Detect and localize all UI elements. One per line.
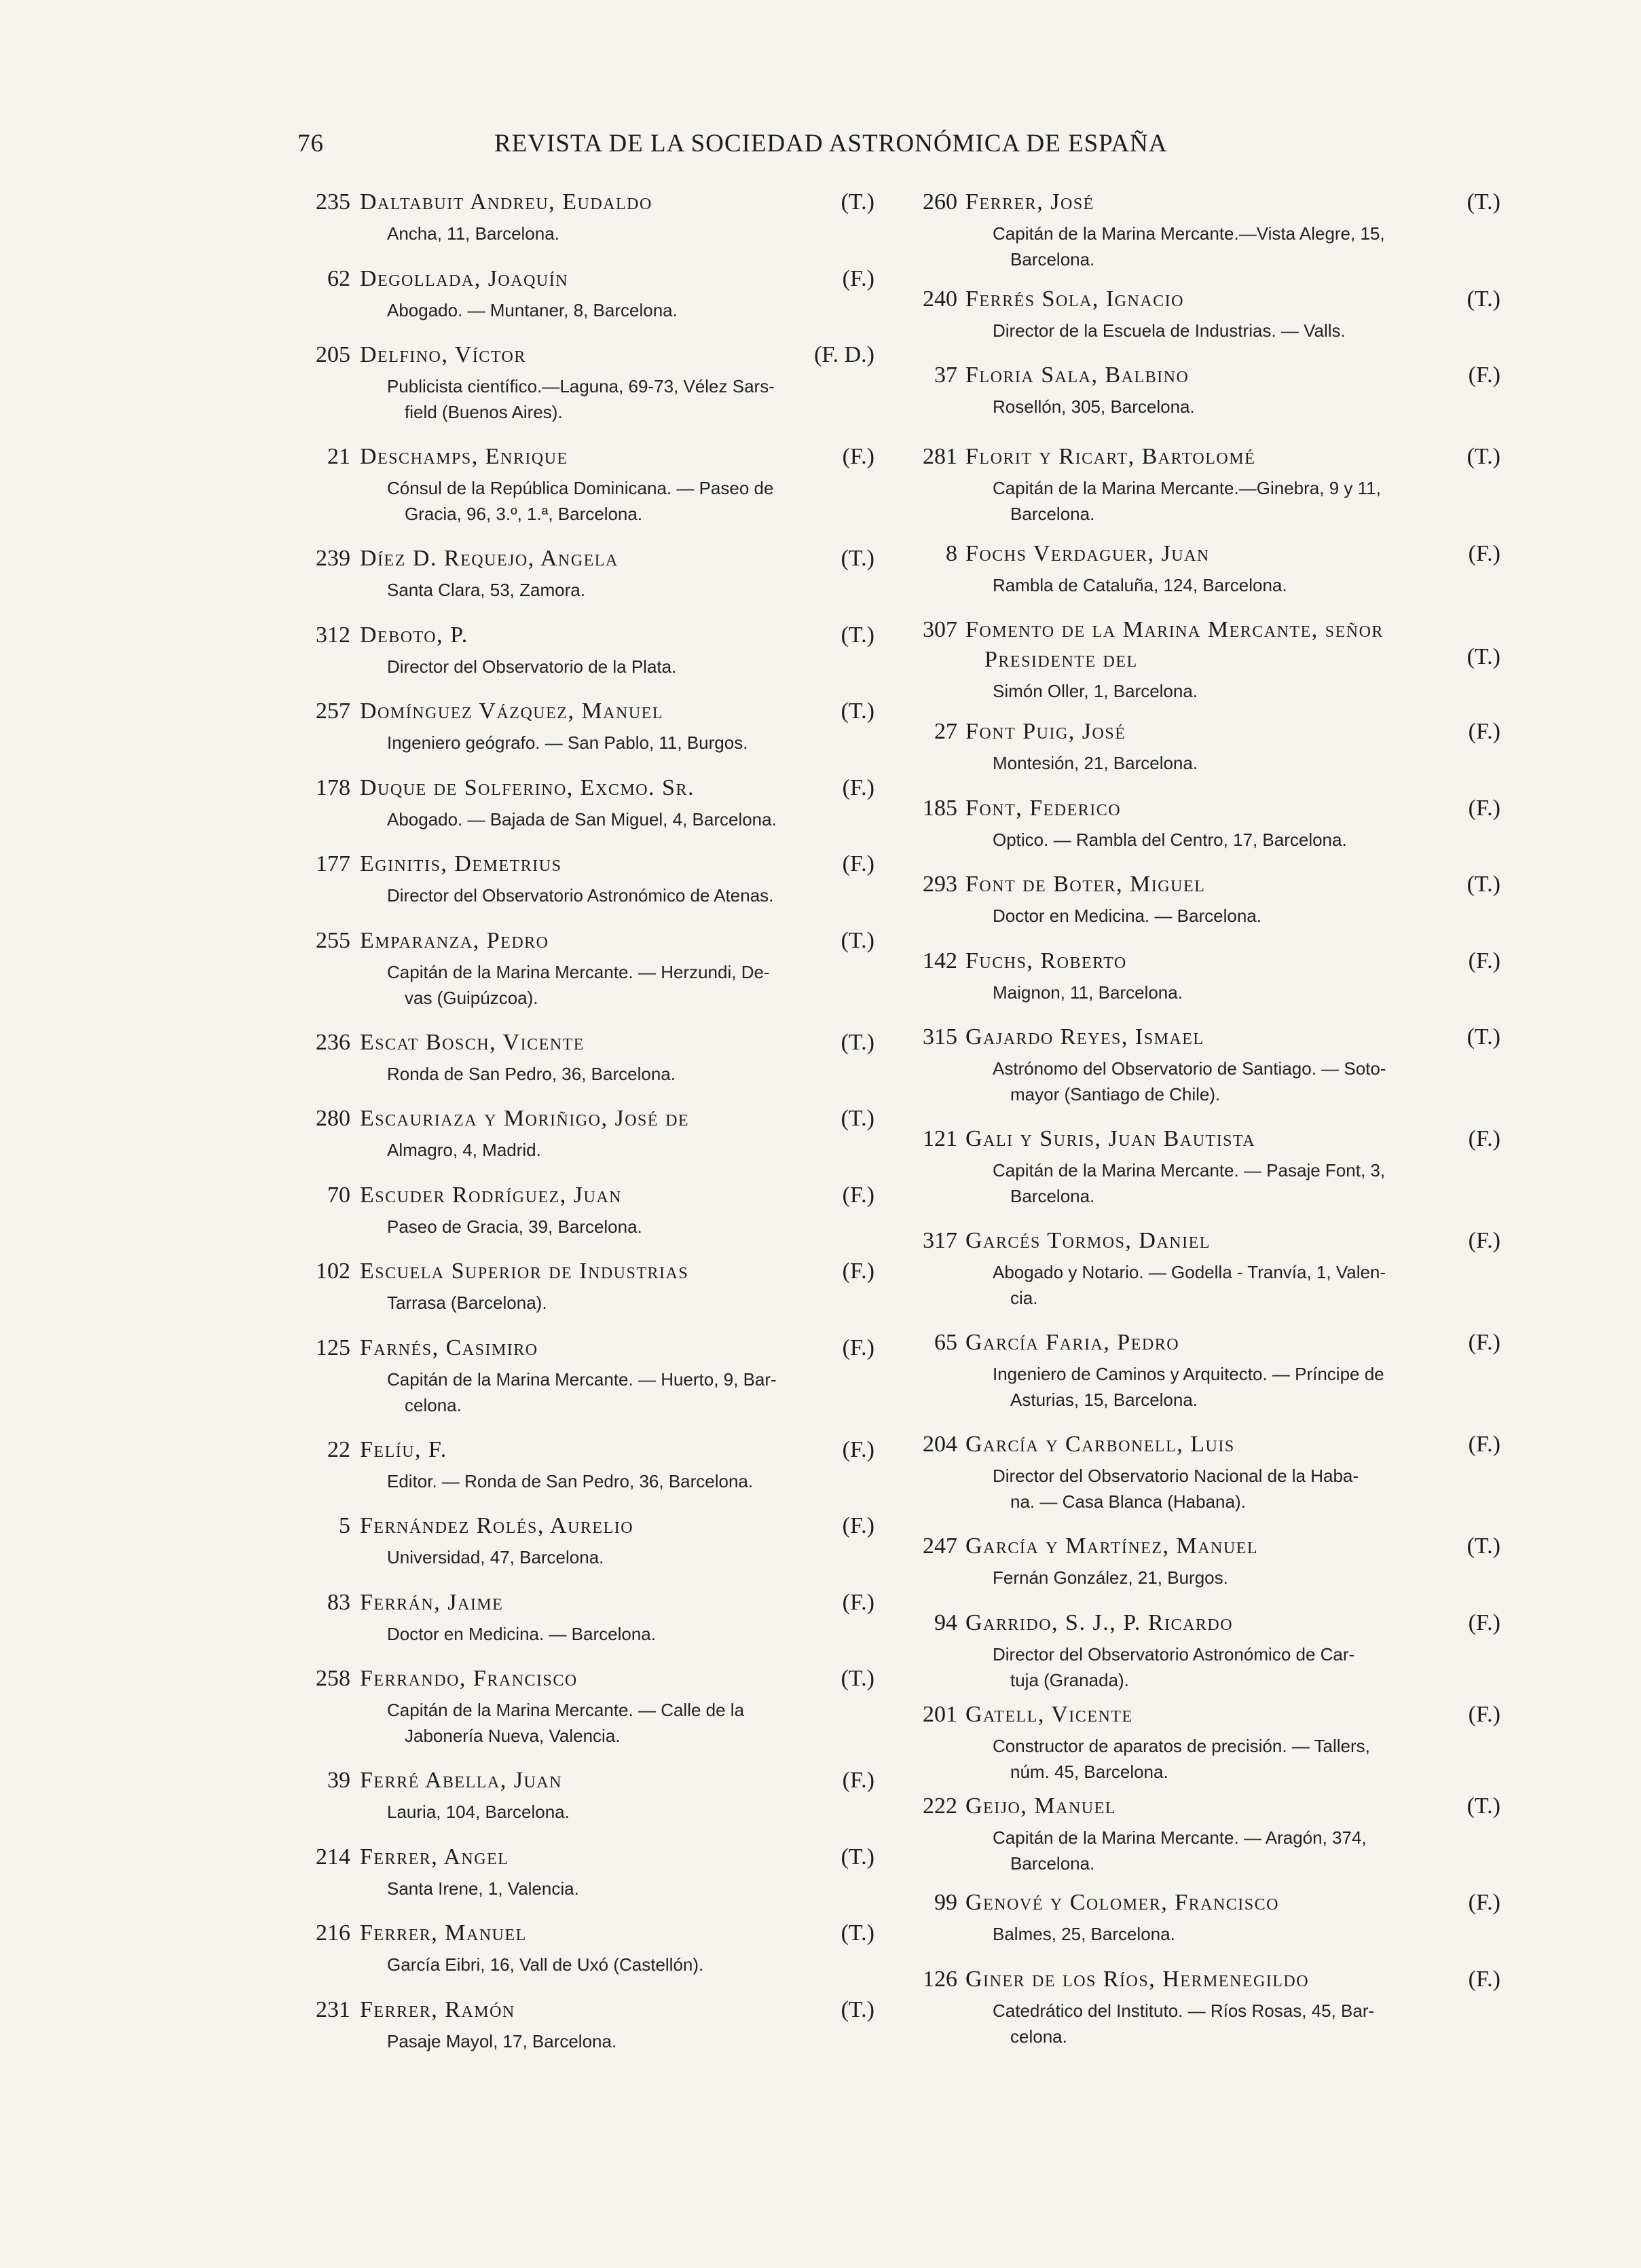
member-category: (F.) <box>1468 1610 1500 1635</box>
running-title: REVISTA DE LA SOCIEDAD ASTRONÓMICA DE ESPAÑA <box>494 130 1168 157</box>
member-detail <box>993 1921 1500 1947</box>
member-name: Floria Sala, Balbino <box>965 362 1190 388</box>
member-name: Florit y Ricart, Bartolomé <box>965 444 1256 469</box>
member-number: 236 <box>316 1030 350 1055</box>
member-category: (T.) <box>841 928 874 953</box>
member-detail-line: Almagro, 4, Madrid. <box>387 1140 541 1160</box>
member-name: Garcés Tormos, Daniel <box>965 1228 1211 1253</box>
member-name: Eginitis, Demetrius <box>360 851 562 876</box>
member-detail <box>993 1259 1500 1311</box>
member-category: (F.) <box>1468 1702 1500 1727</box>
member-name: Duque de Solferino, Excmo. Sr. <box>360 775 695 800</box>
member-category: (T.) <box>1467 1793 1500 1819</box>
member-number: 293 <box>923 872 957 897</box>
member-detail-line: Tarrasa (Barcelona). <box>387 1293 547 1313</box>
member-detail <box>387 959 874 1011</box>
member-name: Ferrer, José <box>965 189 1094 215</box>
member-detail <box>993 394 1500 420</box>
member-detail <box>387 1697 874 1749</box>
member-detail <box>993 1998 1500 2049</box>
member-detail-line: Ingeniero de Caminos y Arquitecto. — Príncipe de <box>993 1364 1384 1384</box>
member-category: (T.) <box>1467 189 1500 215</box>
member-category: (F.) <box>1468 719 1500 744</box>
member-name: Deschamps, Enrique <box>360 444 568 469</box>
member-name: Escuela Superior de Industrias <box>360 1259 689 1284</box>
member-category: (T.) <box>1467 644 1500 669</box>
member-detail <box>387 373 874 425</box>
member-detail-line: Santa Irene, 1, Valencia. <box>387 1878 579 1899</box>
member-number: 126 <box>923 1967 957 1992</box>
member-detail-line-continued: tuja (Granada). <box>1010 1670 1129 1690</box>
member-detail-line: Capitán de la Marina Mercante. — Pasaje Font, 3, <box>993 1160 1386 1181</box>
member-detail-line: Capitán de la Marina Mercante. — Aragón, 374, <box>993 1827 1367 1848</box>
member-name: Ferrer, Ramón <box>360 1997 515 2022</box>
member-detail <box>993 1056 1500 1107</box>
member-detail-line: Director del Observatorio Astronómico de Atenas. <box>387 885 774 906</box>
member-number: 255 <box>316 928 350 953</box>
member-detail-line-continued: Jabonería Nueva, Valencia. <box>405 1726 621 1746</box>
member-detail-line: Abogado y Notario. — Godella - Tranvía, 1, Valen- <box>993 1262 1386 1282</box>
member-detail-line: Abogado. — Bajada de San Miguel, 4, Barcelona. <box>387 809 777 830</box>
member-detail-line-continued: Barcelona. <box>1010 1186 1095 1206</box>
member-name: Domínguez Vázquez, Manuel <box>360 699 663 724</box>
member-name: Geijo, Manuel <box>965 1793 1116 1819</box>
member-name: Emparanza, Pedro <box>360 928 549 953</box>
member-number: 222 <box>923 1793 957 1819</box>
member-detail-line: Santa Clara, 53, Zamora. <box>387 580 585 600</box>
member-detail <box>993 1565 1500 1591</box>
member-detail <box>993 678 1500 704</box>
member-number: 240 <box>923 286 957 312</box>
member-number: 22 <box>327 1437 350 1462</box>
member-detail-line: Director de la Escuela de Industrias. — Valls. <box>993 320 1346 341</box>
member-detail-line: Capitán de la Marina Mercante.—Vista Alegre, 15, <box>993 223 1385 244</box>
member-detail-line-continued: na. — Casa Blanca (Habana). <box>1010 1491 1246 1512</box>
member-category: (F.) <box>1468 796 1500 821</box>
member-detail-line-continued: vas (Guipúzcoa). <box>405 988 538 1008</box>
member-name: Font de Boter, Miguel <box>965 872 1206 897</box>
member-number: 83 <box>327 1590 350 1615</box>
member-name: Garrido, S. J., P. Ricardo <box>965 1610 1234 1635</box>
member-detail-line: Simón Oller, 1, Barcelona. <box>993 681 1198 701</box>
member-category: (F.) <box>1468 1967 1500 1992</box>
member-name: Ferrer, Manuel <box>360 1920 527 1946</box>
member-detail-line-continued: cia. <box>1010 1288 1038 1308</box>
member-detail-line: Doctor en Medicina. — Barcelona. <box>993 906 1261 926</box>
page-number: 76 <box>297 130 324 157</box>
page-header <box>297 129 1289 170</box>
member-detail <box>993 903 1500 929</box>
member-category: (F.) <box>1468 1432 1500 1457</box>
member-detail <box>387 1876 874 1901</box>
member-number: 204 <box>923 1432 957 1457</box>
member-detail-line: Constructor de aparatos de precisión. — Tallers, <box>993 1736 1370 1756</box>
member-number: 178 <box>316 775 350 800</box>
member-name: Ferrán, Jaime <box>360 1590 504 1615</box>
member-number: 65 <box>934 1330 957 1355</box>
member-name: Giner de los Ríos, Hermenegildo <box>965 1967 1310 1992</box>
member-detail <box>993 475 1500 527</box>
member-category: (F.) <box>842 1335 874 1360</box>
member-number: 21 <box>327 444 350 469</box>
member-number: 37 <box>934 362 957 388</box>
member-category: (F.) <box>842 266 874 291</box>
member-detail <box>387 1621 874 1647</box>
member-number: 205 <box>316 342 350 367</box>
member-number: 312 <box>316 622 350 648</box>
member-number: 315 <box>923 1024 957 1049</box>
member-detail <box>387 1544 874 1570</box>
member-name-continued: Presidente del <box>984 647 1138 672</box>
member-detail-line: Maignon, 11, Barcelona. <box>993 982 1183 1003</box>
member-category: (T.) <box>841 1030 874 1055</box>
member-detail <box>387 297 874 323</box>
member-name: Díez D. Requejo, Angela <box>360 546 619 571</box>
member-name: Escat Bosch, Vicente <box>360 1030 585 1055</box>
member-number: 201 <box>923 1702 957 1727</box>
member-name: Fernández Rolés, Aurelio <box>360 1513 634 1538</box>
member-detail <box>387 221 874 246</box>
member-number: 27 <box>934 719 957 744</box>
member-name: Escauriaza y Moriñigo, José de <box>360 1106 690 1131</box>
member-detail <box>387 654 874 680</box>
member-name: Gatell, Vicente <box>965 1702 1133 1727</box>
member-name: Degollada, Joaquín <box>360 266 569 291</box>
member-detail <box>387 2028 874 2054</box>
member-detail-line-continued: Barcelona. <box>1010 249 1095 269</box>
member-detail <box>387 1214 874 1240</box>
member-detail <box>387 1367 874 1418</box>
member-detail <box>993 572 1500 598</box>
member-detail-line: Ancha, 11, Barcelona. <box>387 223 559 244</box>
member-category: (T.) <box>1467 286 1500 312</box>
member-detail <box>993 221 1500 272</box>
member-category: (F.) <box>1468 1330 1500 1355</box>
member-category: (F.) <box>842 1590 874 1615</box>
member-category: (F.) <box>1468 541 1500 566</box>
member-number: 231 <box>316 1997 350 2022</box>
member-number: 216 <box>316 1920 350 1946</box>
member-detail <box>387 1468 874 1494</box>
member-category: (T.) <box>1467 444 1500 469</box>
member-name: Felíu, F. <box>360 1437 447 1462</box>
member-number: 8 <box>946 541 957 566</box>
member-name: García y Carbonell, Luis <box>965 1432 1235 1457</box>
member-name: Deboto, P. <box>360 622 468 648</box>
member-category: (T.) <box>1467 1533 1500 1559</box>
member-category: (F.) <box>842 851 874 876</box>
member-number: 260 <box>923 189 957 215</box>
member-detail-line-continued: mayor (Santiago de Chile). <box>1010 1084 1221 1104</box>
member-number: 39 <box>327 1768 350 1793</box>
member-detail-line: Director del Observatorio Nacional de la Haba- <box>993 1466 1359 1486</box>
member-category: (F.) <box>1468 1228 1500 1253</box>
member-category: (T.) <box>841 622 874 648</box>
member-detail-line: Director del Observatorio Astronómico de Car- <box>993 1644 1355 1665</box>
member-name: Ferrer, Angel <box>360 1844 509 1870</box>
member-number: 257 <box>316 699 350 724</box>
member-detail-line: Capitán de la Marina Mercante. — Huerto, 9, Bar- <box>387 1369 777 1390</box>
member-detail-line: Optico. — Rambla del Centro, 17, Barcelona. <box>993 830 1347 850</box>
member-number: 185 <box>923 796 957 821</box>
member-detail-line-continued: field (Buenos Aires). <box>405 402 563 422</box>
member-name: Gali y Suris, Juan Bautista <box>965 1126 1256 1151</box>
member-number: 239 <box>316 546 350 571</box>
member-detail-line: Publicista científico.—Laguna, 69-73, Vélez Sars- <box>387 376 775 396</box>
member-detail-line: García Eibri, 16, Vall de Uxó (Castellón). <box>387 1954 704 1975</box>
member-detail-line: Astrónomo del Observatorio de Santiago. — Soto- <box>993 1058 1386 1079</box>
member-name: García y Martínez, Manuel <box>965 1533 1259 1559</box>
member-detail-line: Balmes, 25, Barcelona. <box>993 1924 1175 1944</box>
member-detail <box>387 1952 874 1977</box>
member-category: (F.) <box>842 1768 874 1793</box>
member-detail <box>387 1061 874 1087</box>
member-category: (T.) <box>841 699 874 724</box>
member-number: 62 <box>327 266 350 291</box>
member-detail-line: Abogado. — Muntaner, 8, Barcelona. <box>387 300 678 320</box>
member-category: (T.) <box>841 546 874 571</box>
member-category: (T.) <box>841 189 874 215</box>
member-detail <box>387 1290 874 1316</box>
member-category: (T.) <box>1467 872 1500 897</box>
member-category: (T.) <box>841 1106 874 1131</box>
member-name: Daltabuit Andreu, Eudaldo <box>360 189 652 215</box>
member-detail-line-continued: núm. 45, Barcelona. <box>1010 1762 1168 1782</box>
member-number: 99 <box>934 1890 957 1915</box>
member-detail <box>993 1157 1500 1209</box>
member-category: (F. D.) <box>814 342 874 367</box>
member-detail-line: Catedrático del Instituto. — Ríos Rosas, 45, Bar- <box>993 2001 1375 2021</box>
member-detail <box>387 577 874 603</box>
member-detail-line: Ingeniero geógrafo. — San Pablo, 11, Burgos. <box>387 732 748 753</box>
member-name: Genové y Colomer, Francisco <box>965 1890 1279 1915</box>
member-number: 94 <box>934 1610 957 1635</box>
member-number: 281 <box>923 444 957 469</box>
member-detail <box>387 1799 874 1825</box>
member-category: (T.) <box>841 1844 874 1870</box>
member-number: 102 <box>316 1259 350 1284</box>
member-number: 258 <box>316 1666 350 1691</box>
member-detail <box>993 750 1500 776</box>
member-category: (F.) <box>1468 362 1500 388</box>
member-detail-line: Editor. — Ronda de San Pedro, 36, Barcelona. <box>387 1471 754 1491</box>
member-name: Fuchs, Roberto <box>965 948 1127 973</box>
member-detail <box>387 1137 874 1163</box>
member-category: (F.) <box>1468 1126 1500 1151</box>
member-number: 177 <box>316 851 350 876</box>
member-detail-line-continued: celona. <box>1010 2026 1067 2047</box>
member-detail <box>993 980 1500 1005</box>
member-detail-line: Ronda de San Pedro, 36, Barcelona. <box>387 1064 676 1084</box>
member-detail <box>993 1825 1500 1876</box>
member-name: Font Puig, José <box>965 719 1126 744</box>
member-category: (T.) <box>841 1920 874 1946</box>
member-number: 121 <box>923 1126 957 1151</box>
member-name: Gajardo Reyes, Ismael <box>965 1024 1204 1049</box>
member-category: (T.) <box>841 1666 874 1691</box>
member-detail <box>993 1361 1500 1413</box>
member-detail-line: Paseo de Gracia, 39, Barcelona. <box>387 1216 642 1237</box>
member-name: Ferré Abella, Juan <box>360 1768 562 1793</box>
member-detail-line: Pasaje Mayol, 17, Barcelona. <box>387 2031 617 2051</box>
member-number: 142 <box>923 948 957 973</box>
member-category: (F.) <box>842 1183 874 1208</box>
member-detail-line-continued: Asturias, 15, Barcelona. <box>1010 1390 1198 1410</box>
member-name: Escuder Rodríguez, Juan <box>360 1183 623 1208</box>
member-detail-line: Rosellón, 305, Barcelona. <box>993 396 1195 417</box>
member-detail <box>387 730 874 756</box>
member-detail-line: Fernán González, 21, Burgos. <box>993 1567 1228 1588</box>
member-category: (F.) <box>842 1437 874 1462</box>
member-category: (F.) <box>1468 1890 1500 1915</box>
member-detail-line: Universidad, 47, Barcelona. <box>387 1547 604 1567</box>
member-detail-line: Capitán de la Marina Mercante.—Ginebra, 9 y 11, <box>993 478 1381 498</box>
member-detail <box>387 806 874 832</box>
member-name: Ferrando, Francisco <box>360 1666 578 1691</box>
member-detail-line: Rambla de Cataluña, 124, Barcelona. <box>993 575 1287 595</box>
member-detail <box>387 882 874 908</box>
member-name: Delfino, Víctor <box>360 342 526 367</box>
member-detail <box>993 1463 1500 1514</box>
member-detail-line: Capitán de la Marina Mercante. — Herzundi, De- <box>387 962 770 982</box>
member-number: 307 <box>923 617 957 642</box>
member-name: García Faria, Pedro <box>965 1330 1180 1355</box>
member-detail-line: Cónsul de la República Dominicana. — Paseo de <box>387 478 774 498</box>
member-detail-line: Doctor en Medicina. — Barcelona. <box>387 1624 656 1644</box>
member-detail <box>993 1733 1500 1785</box>
member-detail-line-continued: Gracia, 96, 3.º, 1.ª, Barcelona. <box>405 504 643 524</box>
member-number: 125 <box>316 1335 350 1360</box>
member-detail-line: Director del Observatorio de la Plata. <box>387 656 677 677</box>
member-detail <box>993 827 1500 853</box>
member-category: (T.) <box>1467 1024 1500 1049</box>
member-number: 214 <box>316 1844 350 1870</box>
member-category: (F.) <box>842 775 874 800</box>
member-category: (F.) <box>1468 948 1500 973</box>
member-detail-line: Montesión, 21, Barcelona. <box>993 753 1198 773</box>
member-detail <box>387 475 874 527</box>
member-category: (T.) <box>841 1997 874 2022</box>
member-detail <box>993 318 1500 343</box>
member-detail-line: Lauria, 104, Barcelona. <box>387 1802 570 1822</box>
member-number: 235 <box>316 189 350 215</box>
member-name: Farnés, Casimiro <box>360 1335 538 1360</box>
member-detail <box>993 1641 1500 1693</box>
member-name: Fomento de la Marina Mercante, señor <box>965 617 1384 642</box>
member-detail-line-continued: Barcelona. <box>1010 504 1095 524</box>
member-category: (F.) <box>842 1513 874 1538</box>
member-category: (F.) <box>842 1259 874 1284</box>
member-name: Ferrés Sola, Ignacio <box>965 286 1184 312</box>
member-number: 247 <box>923 1533 957 1559</box>
member-detail-line-continued: Barcelona. <box>1010 1853 1095 1874</box>
member-category: (F.) <box>842 444 874 469</box>
member-detail-line-continued: celona. <box>405 1395 462 1415</box>
member-number: 70 <box>327 1183 350 1208</box>
member-name: Fochs Verdaguer, Juan <box>965 541 1210 566</box>
member-name: Font, Federico <box>965 796 1122 821</box>
member-detail-line: Capitán de la Marina Mercante. — Calle de la <box>387 1700 745 1720</box>
member-number: 317 <box>923 1228 957 1253</box>
member-number: 5 <box>339 1513 350 1538</box>
member-number: 280 <box>316 1106 350 1131</box>
